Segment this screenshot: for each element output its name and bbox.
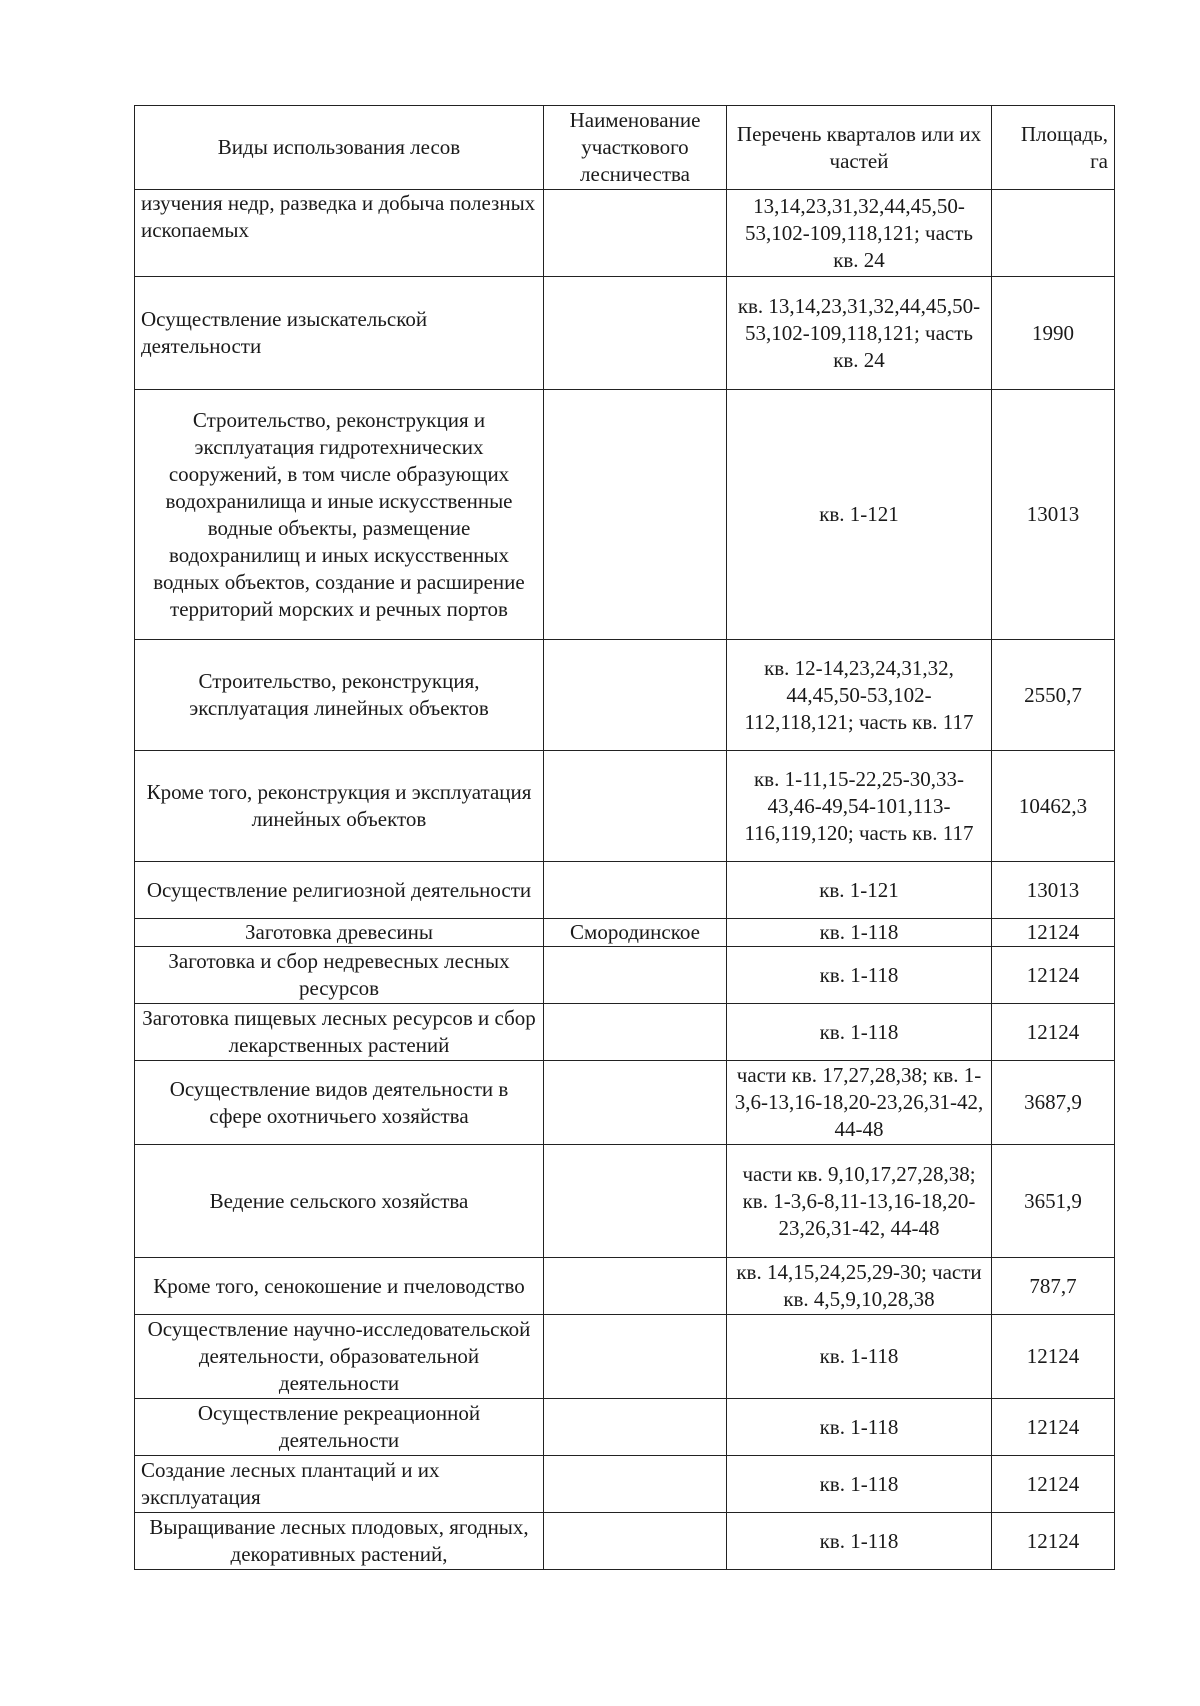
cell-quarters: кв. 1-118 <box>727 1399 992 1456</box>
table-row <box>135 1258 1115 1315</box>
cell-area: 3687,9 <box>992 1061 1115 1145</box>
header-forestry: Наименование участкового лесничества <box>544 106 727 190</box>
cell-use: Осуществление рекреационной деятельности <box>135 1399 544 1456</box>
table-row <box>135 751 1115 862</box>
cell-use: Заготовка древесины <box>135 919 544 947</box>
table-row <box>135 1061 1115 1145</box>
cell-forestry <box>544 390 727 640</box>
cell-area: 3651,9 <box>992 1145 1115 1258</box>
cell-forestry <box>544 751 727 862</box>
cell-forestry <box>544 1061 727 1145</box>
cell-use: Кроме того, сенокошение и пчеловодство <box>135 1258 544 1315</box>
cell-use: Заготовка пищевых лесных ресурсов и сбор лекарственных растений <box>135 1004 544 1061</box>
table-row <box>135 1513 1115 1570</box>
cell-area: 10462,3 <box>992 751 1115 862</box>
cell-forestry <box>544 947 727 1004</box>
cell-forestry <box>544 1399 727 1456</box>
table-row <box>135 1456 1115 1513</box>
cell-area: 13013 <box>992 862 1115 919</box>
table-row <box>135 1315 1115 1399</box>
cell-area: 12124 <box>992 1513 1115 1570</box>
table-row <box>135 947 1115 1004</box>
cell-forestry <box>544 1258 727 1315</box>
table-row <box>135 390 1115 640</box>
cell-quarters: кв. 13,14,23,31,32,44,45,50-53,102-109,118,121; часть кв. 24 <box>727 277 992 390</box>
cell-quarters: кв. 1-11,15-22,25-30,33-43,46-49,54-101,113-116,119,120; часть кв. 117 <box>727 751 992 862</box>
cell-quarters: кв. 1-118 <box>727 919 992 947</box>
table-row <box>135 1399 1115 1456</box>
table-row <box>135 640 1115 751</box>
cell-area: 12124 <box>992 1004 1115 1061</box>
cell-forestry <box>544 1513 727 1570</box>
cell-quarters: кв. 1-118 <box>727 1513 992 1570</box>
cell-use: Строительство, реконструкция и эксплуатация гидротехнических сооружений, в том числе образующих водохранилища и иные искусственные водные объекты, размещение водохранилищ и иных искусственных водных объектов, создание и расширение территорий морских и речных портов <box>135 390 544 640</box>
cell-forestry <box>544 1145 727 1258</box>
cell-forestry <box>544 1456 727 1513</box>
table-row <box>135 862 1115 919</box>
cell-forestry <box>544 640 727 751</box>
cell-quarters: кв. 12-14,23,24,31,32, 44,45,50-53,102-112,118,121; часть кв. 117 <box>727 640 992 751</box>
cell-quarters: кв. 1-118 <box>727 947 992 1004</box>
cell-area: 787,7 <box>992 1258 1115 1315</box>
table-row <box>135 1004 1115 1061</box>
cell-area: 12124 <box>992 919 1115 947</box>
cell-quarters: кв. 1-118 <box>727 1004 992 1061</box>
cell-quarters: кв. 1-121 <box>727 390 992 640</box>
cell-forestry <box>544 1004 727 1061</box>
table-row <box>135 1145 1115 1258</box>
cell-quarters: кв. 1-121 <box>727 862 992 919</box>
cell-quarters: части кв. 9,10,17,27,28,38; кв. 1-3,6-8,11-13,16-18,20-23,26,31-42, 44-48 <box>727 1145 992 1258</box>
cell-forestry <box>544 190 727 277</box>
cell-area: 12124 <box>992 1315 1115 1399</box>
cell-area: 12124 <box>992 1456 1115 1513</box>
cell-quarters: кв. 1-118 <box>727 1456 992 1513</box>
cell-use: Осуществление научно-исследовательской деятельности, образовательной деятельности <box>135 1315 544 1399</box>
cell-area: 1990 <box>992 277 1115 390</box>
cell-use: Осуществление видов деятельности в сфере охотничьего хозяйства <box>135 1061 544 1145</box>
cell-use: Кроме того, реконструкция и эксплуатация линейных объектов <box>135 751 544 862</box>
table-row <box>135 190 1115 277</box>
cell-use: Ведение сельского хозяйства <box>135 1145 544 1258</box>
table-header-row <box>135 106 1115 190</box>
cell-use: Осуществление религиозной деятельности <box>135 862 544 919</box>
header-area: Площадь, га <box>992 106 1115 190</box>
cell-forestry <box>544 277 727 390</box>
cell-use: Строительство, реконструкция, эксплуатация линейных объектов <box>135 640 544 751</box>
header-use: Виды использования лесов <box>135 106 544 190</box>
cell-quarters: 13,14,23,31,32,44,45,50-53,102-109,118,121; часть кв. 24 <box>727 190 992 277</box>
cell-area <box>992 190 1115 277</box>
cell-use: Выращивание лесных плодовых, ягодных, декоративных растений, <box>135 1513 544 1570</box>
table-row <box>135 919 1115 947</box>
cell-use: Заготовка и сбор недревесных лесных ресурсов <box>135 947 544 1004</box>
cell-area: 13013 <box>992 390 1115 640</box>
forest-use-table <box>134 105 1115 1570</box>
cell-quarters: части кв. 17,27,28,38; кв. 1-3,6-13,16-18,20-23,26,31-42, 44-48 <box>727 1061 992 1145</box>
cell-forestry: Смородинское <box>544 919 727 947</box>
cell-area: 12124 <box>992 1399 1115 1456</box>
cell-use: Осуществление изыскательской деятельности <box>135 277 544 390</box>
cell-quarters: кв. 14,15,24,25,29-30; части кв. 4,5,9,10,28,38 <box>727 1258 992 1315</box>
cell-forestry <box>544 862 727 919</box>
cell-area: 12124 <box>992 947 1115 1004</box>
cell-use: изучения недр, разведка и добыча полезных ископаемых <box>135 190 544 277</box>
cell-forestry <box>544 1315 727 1399</box>
header-quarters: Перечень кварталов или их частей <box>727 106 992 190</box>
cell-area: 2550,7 <box>992 640 1115 751</box>
cell-use: Создание лесных плантаций и их эксплуатация <box>135 1456 544 1513</box>
cell-quarters: кв. 1-118 <box>727 1315 992 1399</box>
table-row <box>135 277 1115 390</box>
